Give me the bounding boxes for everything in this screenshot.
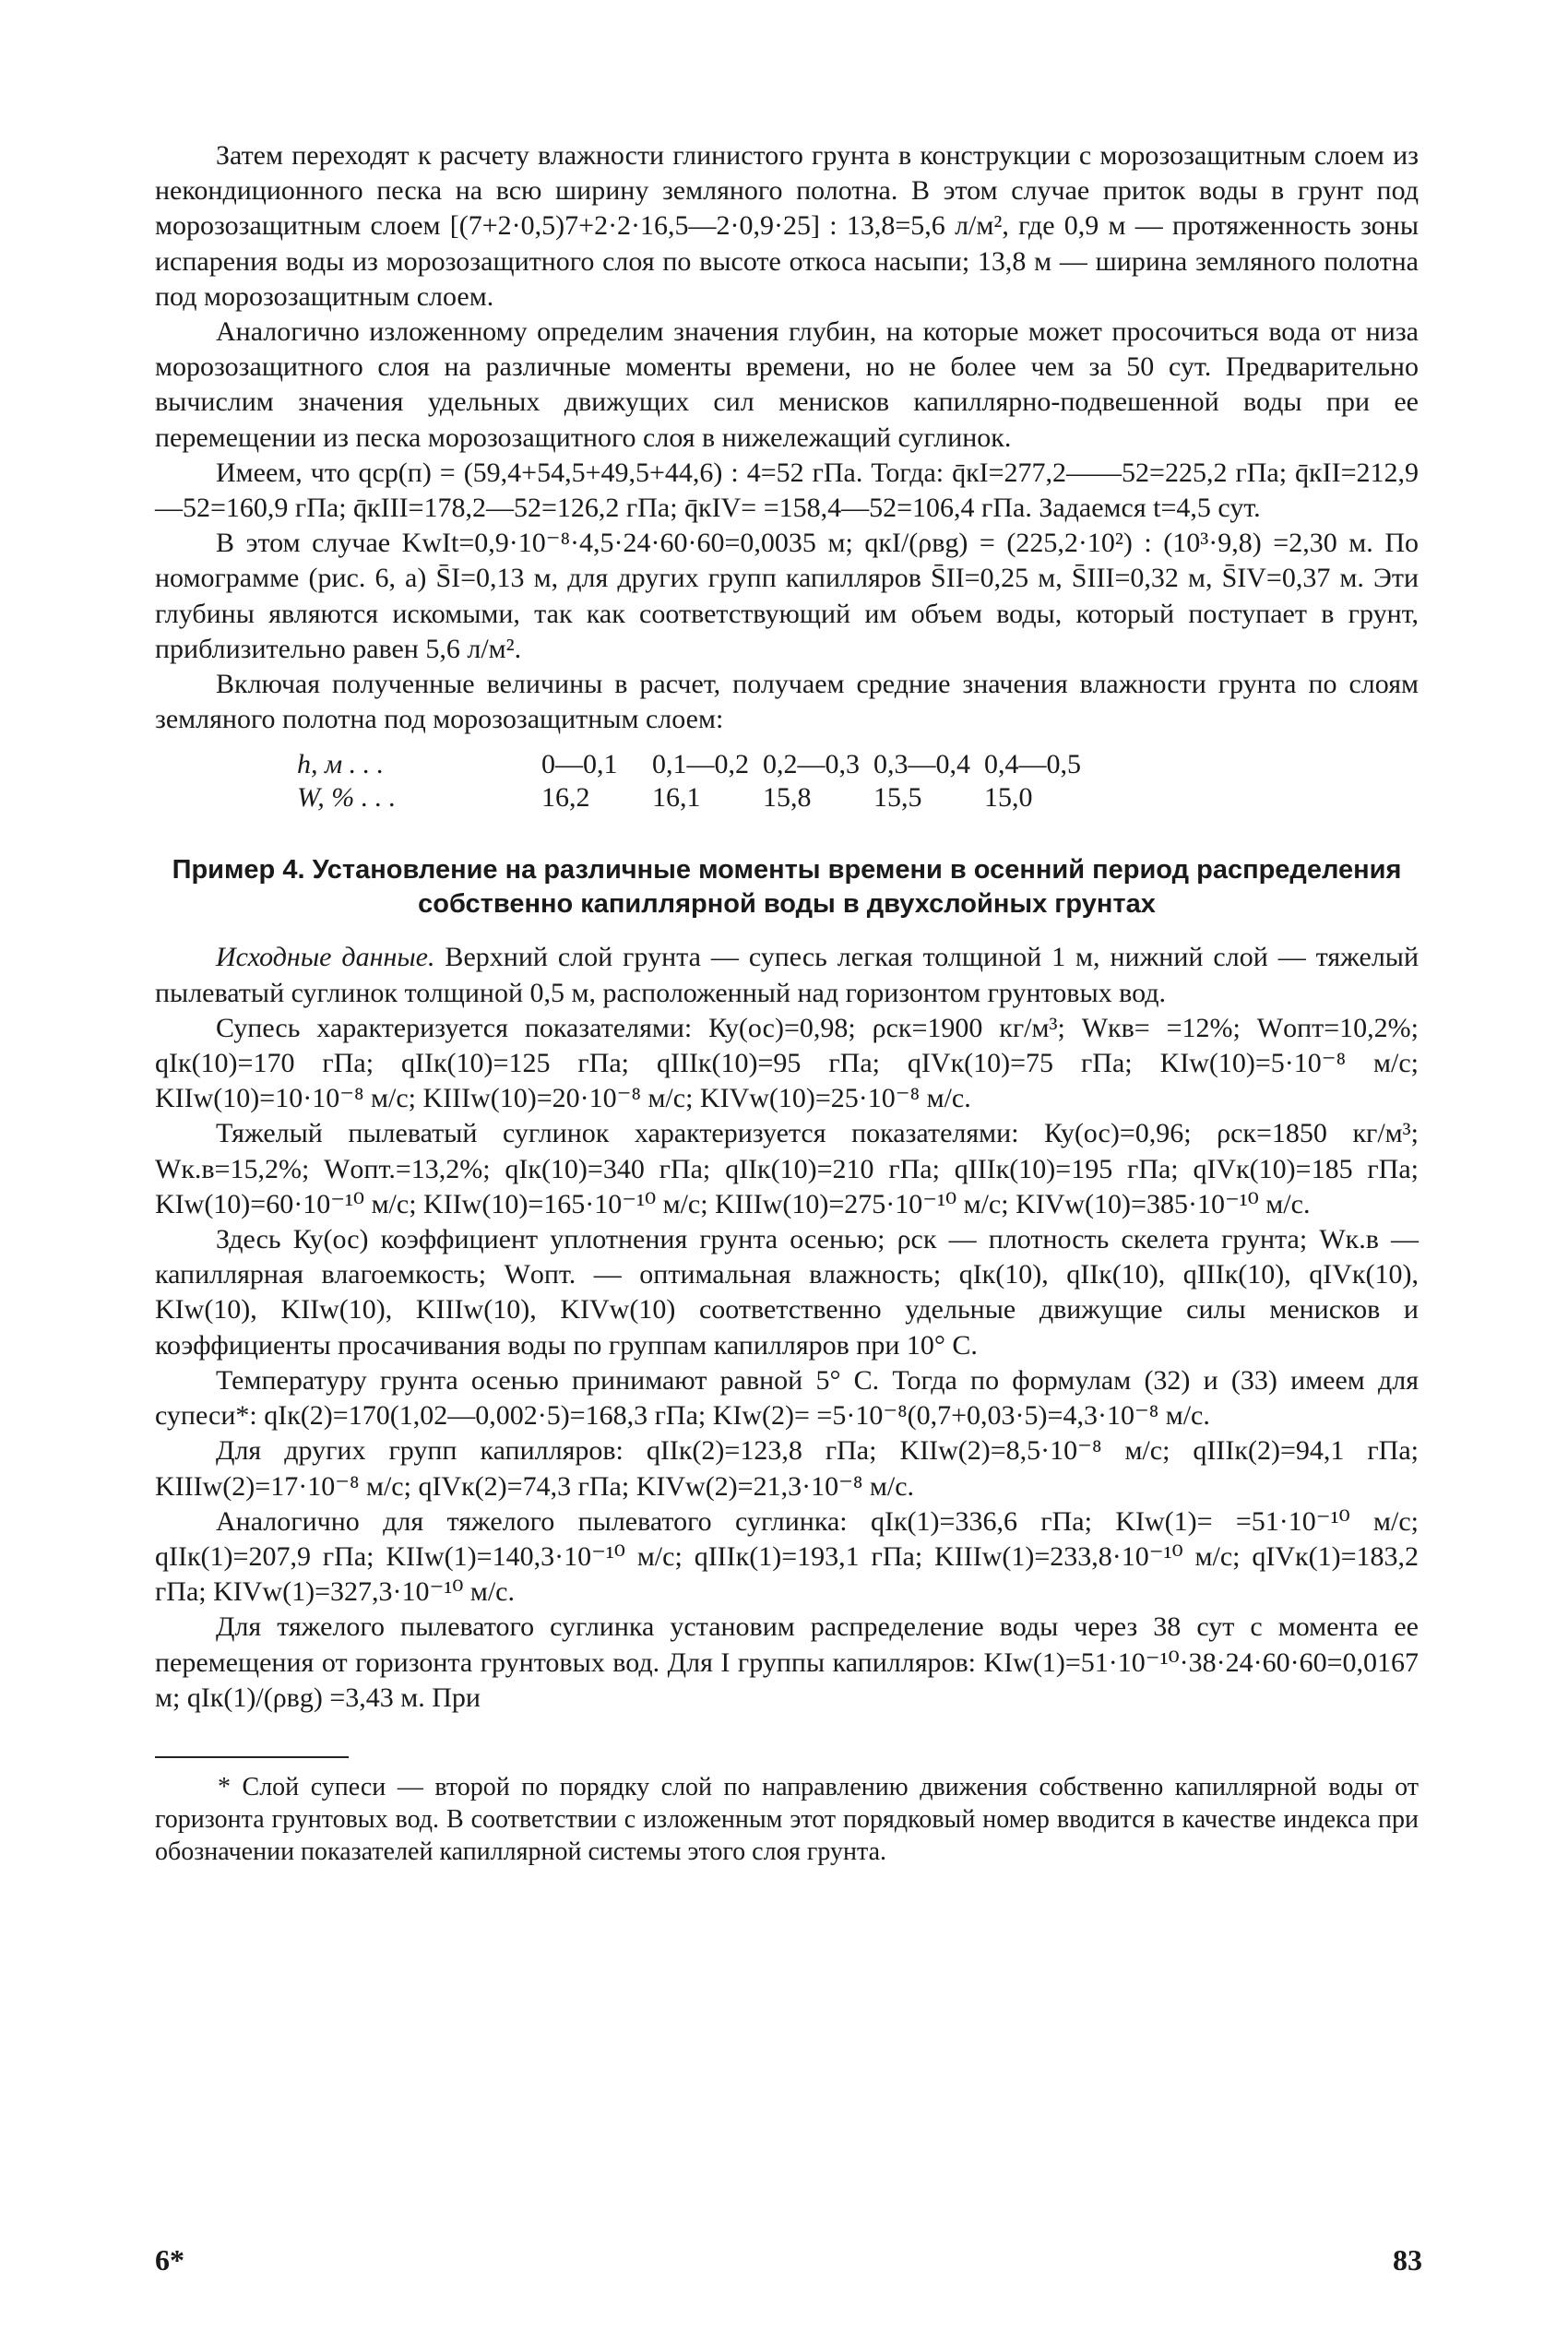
table-cell: 16,2 [541,782,590,814]
page-body [155,138,1419,1868]
table-cell: 16,1 [652,782,701,814]
paragraph-2: Аналогично изложенному определим значения глубин, на которые может просочиться вода от низа морозозащитного слоя на различные моменты времени, но не более чем за 50 сут. Предварительно вычислим значения удельных движущих сил менисков капиллярно-подвешенной воды при ее перемещении из песка морозозащитного слоя в нижележащий суглинок. [155,316,1419,453]
table-row-depth [297,748,1419,781]
paragraph-10: Для других групп капилляров: qIIк(2)=123,8 гПа; KIIw(2)=8,5·10⁻⁸ м/с; qIIIк(2)=94,1 гПа; KIIIw(2)=17·10⁻⁸ м/с; qIVк(2)=74,3 гПа; KIVw(2)=21,3·10⁻⁸ м/с. [155,1435,1419,1502]
table-cell: 15,0 [984,782,1033,814]
source-data-paragraph [155,940,1419,1010]
table-cell: 0,4—0,5 [984,749,1081,780]
table-cell: 0,1—0,2 [652,749,749,780]
paragraph-1: Затем переходят к расчету влажности глинистого грунта в конструкции с морозозащитным слоем из некондиционного песка на всю ширину земляного полотна. В этом случае приток воды в грунт под морозозащитным слоем [(7+2·0,5)7+2·2·16,5—2·0,9·25] : 13,8=5,6 л/м², где 0,9 м — протяженность зоны испарения воды из морозозащитного слоя по высоте откоса насыпи; 13,8 м — ширина земляного полотна под морозозащитным слоем. [155,140,1419,312]
signature-mark: 6* [155,2243,184,2277]
paragraph-11: Аналогично для тяжелого пылеватого суглинка: qIк(1)=336,6 гПа; KIw(1)= =51·10⁻¹⁰ м/с; qIIк(1)=207,9 гПа; KIIw(1)=140,3·10⁻¹⁰ м/с; qIIIк(1)=193,1 гПа; KIIIw(1)=233,8·10⁻¹⁰ м/с; qIVк(1)=183,2 гПа; KIVw(1)=327,3·10⁻¹⁰ м/с. [155,1505,1419,1608]
source-data-text: Верхний слой грунта — супесь легкая толщиной 1 м, нижний слой — тяжелый пылеватый суглинок толщиной 0,5 м, расположенный над горизонтом грунтовых вод. [155,942,1420,1008]
example-heading: Пример 4. Установление на различные моменты времени в осенний период распределения собственно капиллярной воды в двухслойных грунтах [172,855,1402,920]
paragraph-4: В этом случае KwIt=0,9·10⁻⁸·4,5·24·60·60=0,0035 м; qкI/(ρвg) = (225,2·10²) : (10³·9,8) =2,30 м. По номограмме (рис. 6, а) S̄I=0,13 м, для других групп капилляров S̄II=0,25 м, S̄III=0,32 м, S̄IV=0,37 м. Эти глубины являются искомыми, так как соответствующий им объем воды, который поступает в грунт, приблизительно равен 5,6 л/м². [155,528,1419,664]
table-label-depth: h, м . . . [297,749,385,780]
table-cell: 0,3—0,4 [873,749,970,780]
paragraph-6: Супесь характеризуется показателями: Ку(ос)=0,98; ρск=1900 кг/м³; Wкв= =12%; Wопт=10,2%; qIк(10)=170 гПа; qIIк(10)=125 гПа; qIIIк(10)=95 гПа; qIVк(10)=75 гПа; KIw(10)=5·10⁻⁸ м/с; KIIw(10)=10·10⁻⁸ м/с; KIIIw(10)=20·10⁻⁸ м/с; KIVw(10)=25·10⁻⁸ м/с. [155,1012,1419,1114]
paragraph-3: Имеем, что qср(п) = (59,4+54,5+49,5+44,6) : 4=52 гПа. Тогда: q̄кI=277,2——52=225,2 гПа; q̄кII=212,9—52=160,9 гПа; q̄кIII=178,2—52=126,2 гПа; q̄кIV= =158,4—52=106,4 гПа. Задаемся t=4,5 сут. [155,457,1419,524]
paragraph-12: Для тяжелого пылеватого суглинка установим распределение воды через 38 сут с момента ее перемещения от горизонта грунтовых вод. Для I группы капилляров: KIw(1)=51·10⁻¹⁰·38·24·60·60=0,0167 м; qIк(1)/(ρвg) =3,43 м. При [155,1611,1419,1713]
moisture-table [297,748,1419,814]
paragraph-7: Тяжелый пылеватый суглинок характеризуется показателями: Ку(ос)=0,96; ρск=1850 кг/м³; Wк.в=15,2%; Wопт.=13,2%; qIк(10)=340 гПа; qIIк(10)=210 гПа; qIIIк(10)=195 гПа; qIVк(10)=185 гПа; KIw(10)=60·10⁻¹⁰ м/с; KIIw(10)=165·10⁻¹⁰ м/с; KIIIw(10)=275·10⁻¹⁰ м/с; KIVw(10)=385·10⁻¹⁰ м/с. [155,1118,1419,1219]
paragraph-9: Температуру грунта осенью принимают равной 5° С. Тогда по формулам (32) и (33) имеем для супеси*: qIк(2)=170(1,02—0,002·5)=168,3 гПа; KIw(2)= =5·10⁻⁸(0,7+0,03·5)=4,3·10⁻⁸ м/с. [155,1364,1419,1432]
table-cell: 15,8 [763,782,812,814]
paragraph-5: Включая полученные величины в расчет, получаем средние значения влажности грунта по слоям земляного полотна под морозозащитным слоем: [155,669,1419,735]
table-cell: 0,2—0,3 [763,749,860,780]
table-cell: 0—0,1 [541,749,618,780]
table-label-moisture: W, % . . . [297,782,397,814]
paragraph-8: Здесь Ку(ос) коэффициент уплотнения грунта осенью; ρск — плотность скелета грунта; Wк.в — капиллярная влагоемкость; Wопт. — оптимальная влажность; qIк(10), qIIк(10), qIIIк(10), qIVк(10), KIw(10), KIIw(10), KIIIw(10), KIVw(10) соответственно удельные движущие силы менисков и коэффициенты просачивания воды по группам капилляров при 10° С. [155,1224,1419,1361]
footnote-divider [155,1756,349,1758]
table-cell: 15,5 [873,782,922,814]
footnote: * Слой супеси — второй по порядку слой по направлению движения собственно капиллярной воды от горизонта грунтовых вод. В соответствии с изложенным этот порядковый номер вводится в качестве индекса при обозначении показателей капиллярной системы этого слоя грунта. [155,1772,1419,1866]
source-data-label: Исходные данные. [216,942,435,973]
page-number: 83 [1393,2243,1422,2277]
table-row-moisture [297,781,1419,814]
